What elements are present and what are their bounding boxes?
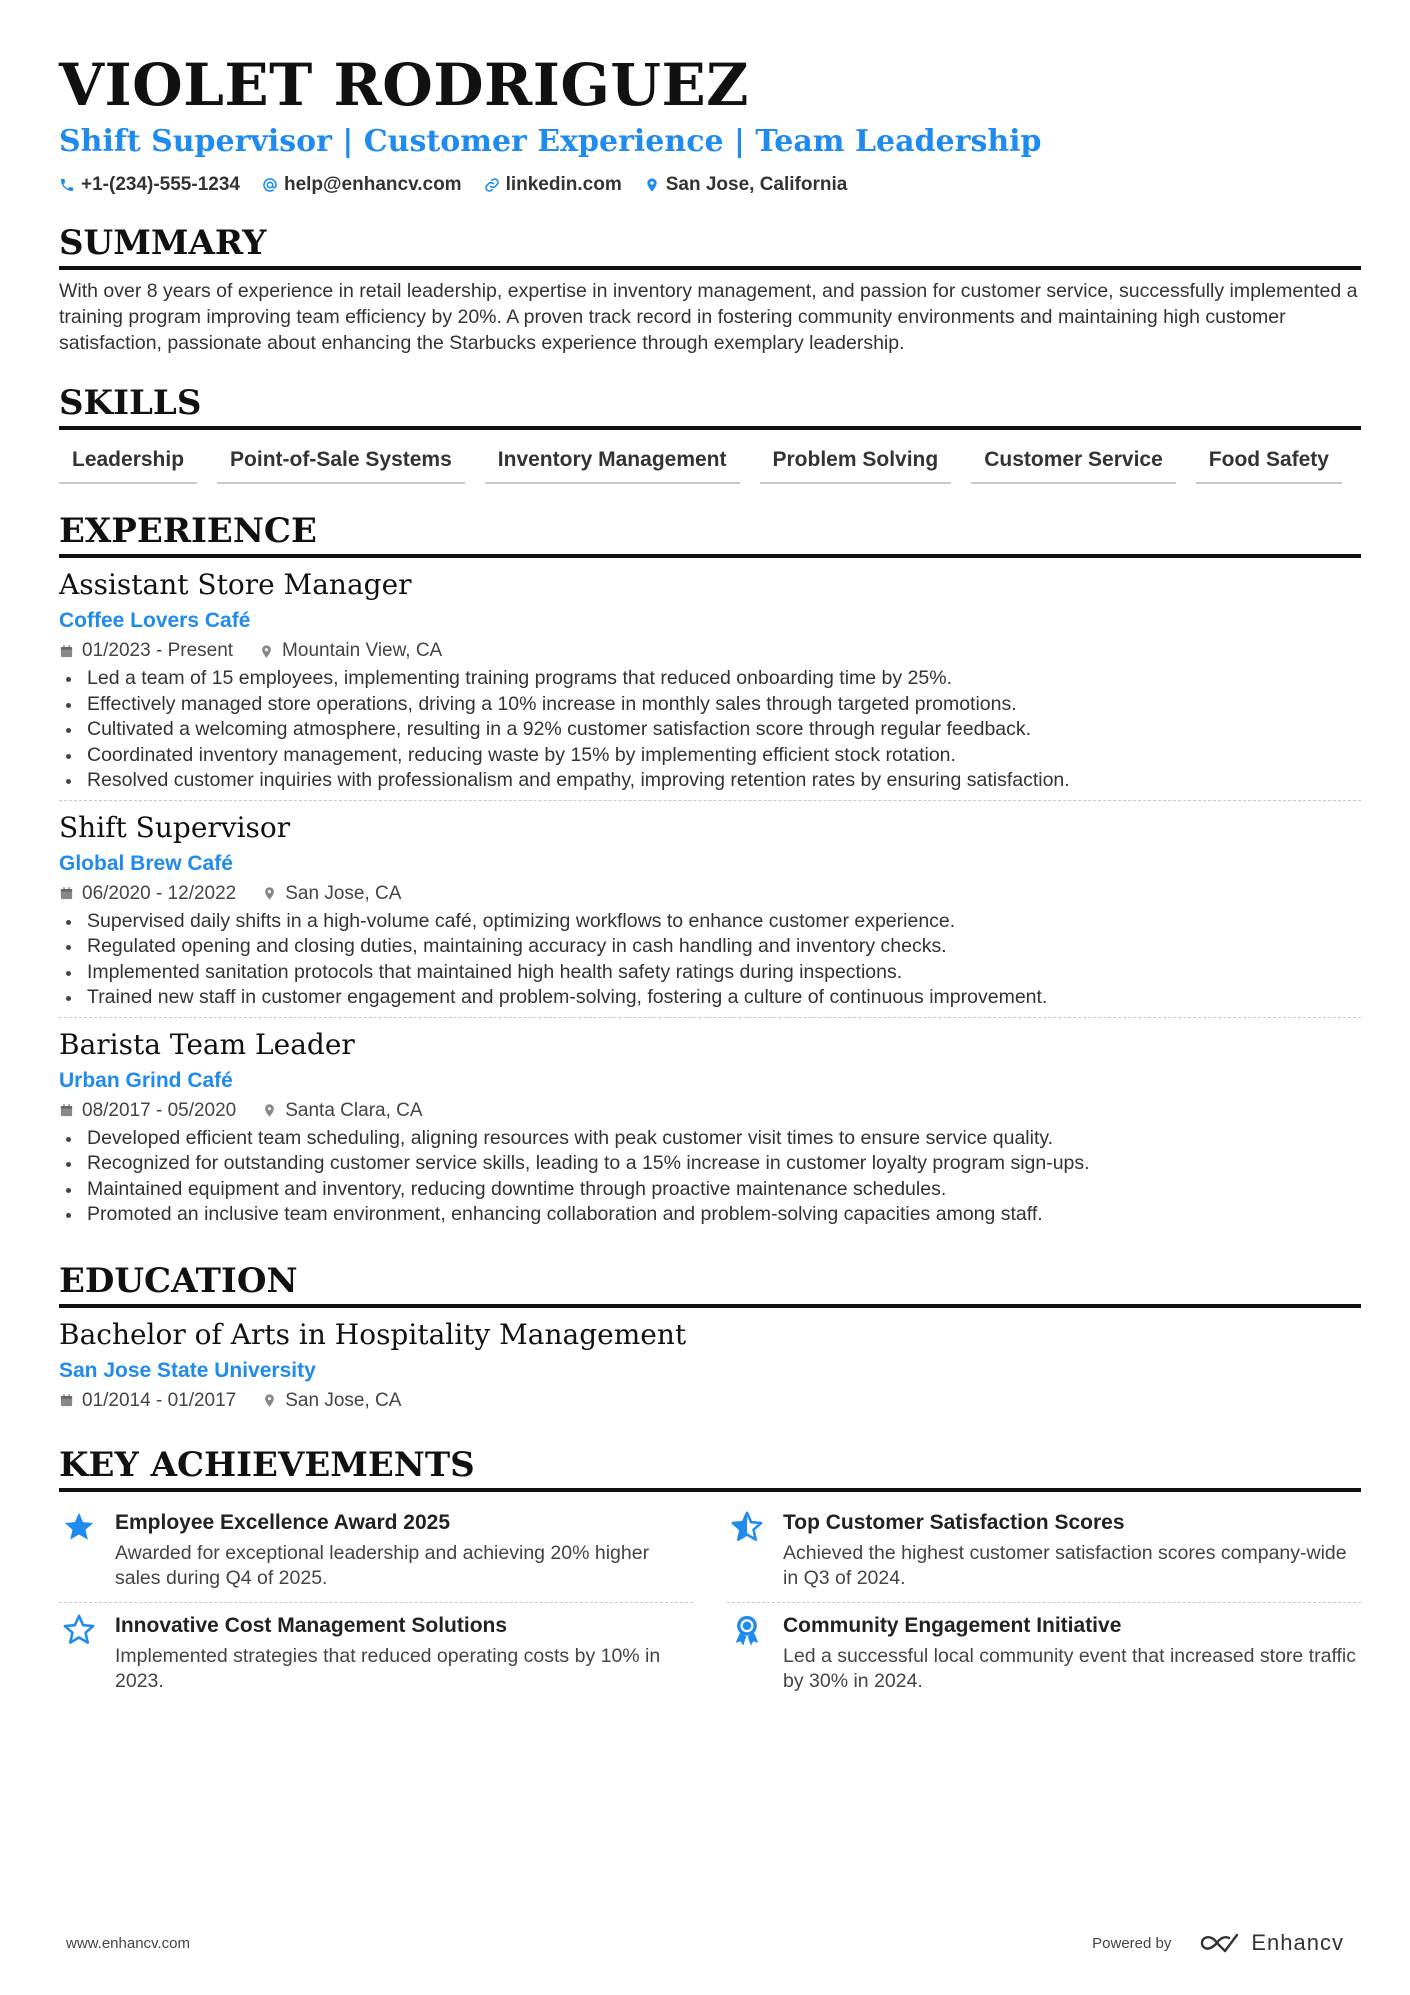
job-bullet: Coordinated inventory management, reducing waste by 15% by implementing efficient stock rotation. [59,743,1361,769]
job-location-text: Mountain View, CA [282,640,443,661]
summary-section [59,222,1361,356]
star-filled-icon [59,1508,99,1592]
school-name: San Jose State University [59,1358,316,1382]
calendar-icon [59,1393,74,1408]
job-meta [59,640,1361,662]
achievement-item [727,1500,1361,1603]
achievements-grid [59,1500,1361,1705]
education-heading: EDUCATION [59,1260,1361,1308]
calendar-icon [59,886,74,901]
job-dates-text: 08/2017 - 05/2020 [82,1099,237,1121]
powered-by [1092,1930,1344,1956]
candidate-title: Shift Supervisor | Customer Experience | Team Leadership [59,124,1042,159]
achievement-title: Community Engagement Initiative [783,1613,1122,1637]
at-icon [262,177,278,193]
achievement-item [59,1603,693,1705]
job-title: Barista Team Leader [59,1027,355,1061]
job-bullet: Trained new staff in customer engagement and problem-solving, fostering a culture of continuous improvement. [59,985,1361,1011]
education-dates-text: 01/2014 - 01/2017 [82,1389,237,1411]
job-location [262,883,401,905]
location-icon [644,177,660,193]
achievement-item [727,1603,1361,1705]
skill-tag: Inventory Management [485,444,740,484]
achievement-title: Top Customer Satisfaction Scores [783,1510,1125,1534]
job-bullet: Cultivated a welcoming atmosphere, resulting in a 92% customer satisfaction score through regular feedback. [59,717,1361,743]
job-entry [59,558,1361,801]
education-meta [59,1390,1361,1412]
achievement-desc: Awarded for exceptional leadership and achieving 20% higher sales during Q4 of 2025. [115,1541,650,1589]
summary-heading: SUMMARY [59,222,1361,270]
job-location [262,1100,422,1122]
job-meta [59,1100,1361,1122]
job-bullets [59,1126,1361,1228]
location-pin-icon [259,644,274,659]
skill-tag: Food Safety [1196,444,1342,484]
job-meta [59,883,1361,905]
skill-tag: Leadership [59,444,197,484]
star-outline-icon [59,1611,99,1695]
star-half-icon [727,1508,767,1592]
calendar-icon [59,1103,74,1118]
skill-tag: Customer Service [971,444,1176,484]
summary-text: With over 8 years of experience in retail leadership, expertise in inventory management, and passion for customer service, successfully implemented a training program improving team efficiency by 20%. A proven track record in fostering community environments and maintaining high customer satisfaction, passionate about enhancing the Starbucks experience through exemplary leadership. [59,280,1358,354]
skills-heading: SKILLS [59,382,1361,430]
job-entry [59,801,1361,1018]
candidate-name: VIOLET RODRIGUEZ [59,51,750,119]
achievements-heading: KEY ACHIEVEMENTS [59,1444,1361,1492]
contact-email-text: help@enhancv.com [283,174,462,195]
achievements-section [59,1444,1361,1705]
resume-page [59,50,1361,1705]
job-bullet: Supervised daily shifts in a high-volume café, optimizing workflows to enhance customer experience. [59,909,1361,935]
experience-section [59,510,1361,1234]
contact-phone-text: +1-(234)-555-1234 [81,174,240,195]
footer [66,1930,1344,1956]
achievement-desc: Achieved the highest customer satisfaction scores company-wide in Q3 of 2024. [783,1541,1347,1589]
job-location [259,640,442,662]
brand-name: Enhancv [1251,1930,1344,1955]
job-location-text: Santa Clara, CA [285,1099,423,1121]
contact-location [644,174,848,196]
job-bullet: Promoted an inclusive team environment, enhancing collaboration and problem-solving capacities among staff. [59,1202,1361,1228]
brand-logo[interactable] [1197,1930,1344,1956]
achievement-title: Innovative Cost Management Solutions [115,1613,508,1637]
job-entry [59,1018,1361,1234]
job-bullet: Led a team of 15 employees, implementing training programs that reduced onboarding time by 25%. [59,666,1361,692]
degree-title: Bachelor of Arts in Hospitality Management [59,1317,687,1351]
contact-row [59,174,1361,196]
job-dates-text: 01/2023 - Present [82,640,234,661]
calendar-icon [59,644,74,659]
skills-section [59,382,1361,484]
enhancv-logo-icon [1197,1931,1243,1955]
achievement-title: Employee Excellence Award 2025 [115,1510,451,1534]
education-section [59,1260,1361,1418]
education-location [262,1390,401,1412]
job-dates [59,883,236,905]
footer-website-link[interactable]: www.enhancv.com [66,1934,190,1952]
award-ribbon-icon [727,1611,767,1695]
job-location-text: San Jose, CA [285,882,402,904]
location-pin-icon [262,886,277,901]
skill-tag: Problem Solving [760,444,952,484]
education-location-text: San Jose, CA [285,1389,402,1411]
job-bullet: Resolved customer inquiries with professionalism and empathy, improving retention rates by ensuring satisfaction. [59,768,1361,794]
achievement-desc: Implemented strategies that reduced operating costs by 10% in 2023. [115,1644,661,1692]
education-dates [59,1390,236,1412]
powered-by-label: Powered by [1092,1934,1172,1952]
job-company: Global Brew Café [59,851,233,875]
job-bullet: Implemented sanitation protocols that maintained high health safety ratings during inspections. [59,960,1361,986]
phone-icon [59,177,75,193]
skills-list [59,444,1361,484]
job-dates [59,1100,236,1122]
job-bullet: Maintained equipment and inventory, reducing downtime through proactive maintenance schedules. [59,1177,1361,1203]
job-bullet: Regulated opening and closing duties, maintaining accuracy in cash handling and inventory checks. [59,934,1361,960]
experience-heading: EXPERIENCE [59,510,1361,558]
job-bullets [59,666,1361,794]
contact-linkedin-text: linkedin.com [505,174,622,195]
job-company: Urban Grind Café [59,1068,233,1092]
location-pin-icon [262,1103,277,1118]
job-bullet: Effectively managed store operations, driving a 10% increase in monthly sales through targeted promotions. [59,692,1361,718]
contact-linkedin[interactable] [484,174,622,196]
education-entry [59,1308,1361,1418]
link-icon [484,177,500,193]
skill-tag: Point-of-Sale Systems [217,444,465,484]
job-bullet: Recognized for outstanding customer service skills, leading to a 15% increase in customer loyalty program sign-ups. [59,1151,1361,1177]
job-title: Assistant Store Manager [59,568,412,601]
job-dates-text: 06/2020 - 12/2022 [82,882,237,904]
job-company: Coffee Lovers Café [59,609,251,632]
location-pin-icon [262,1393,277,1408]
job-dates [59,640,233,662]
achievement-desc: Led a successful local community event that increased store traffic by 30% in 2024. [783,1644,1357,1692]
job-title: Shift Supervisor [59,810,291,844]
contact-email[interactable] [262,174,462,196]
contact-location-text: San Jose, California [665,174,848,195]
job-bullets [59,909,1361,1011]
job-bullet: Developed efficient team scheduling, aligning resources with peak customer visit times to ensure service quality. [59,1126,1361,1152]
contact-phone[interactable] [59,174,240,196]
achievement-item [59,1500,693,1603]
